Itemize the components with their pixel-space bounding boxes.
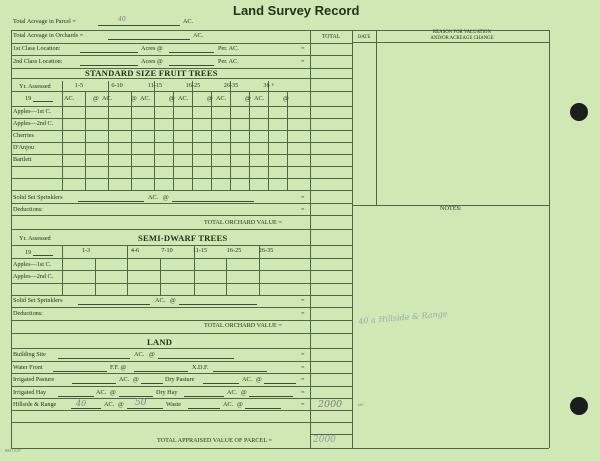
first-class-acres-at: Acres @: [141, 45, 163, 52]
standard-rate-col-2: @: [131, 95, 137, 102]
handwritten-parcel-acres: 40: [118, 16, 126, 23]
building-site-rate-line[interactable]: [158, 358, 234, 359]
standard-rate-col-3: @: [169, 95, 175, 102]
waste-label: Waste: [166, 401, 181, 408]
building-site-ac: AC.: [134, 351, 145, 358]
standard-age-1-5: 1-5: [74, 82, 84, 89]
semi-age-11-15: 11-15: [192, 247, 208, 254]
standard-total-orchard-value: TOTAL ORCHARD VALUE =: [204, 219, 282, 226]
irrigated-hay-at: @: [110, 389, 116, 396]
handwritten-hillside-rate: 50: [135, 398, 147, 408]
standard-rate-col-1: @: [93, 95, 99, 102]
total-column-header: TOTAL: [321, 34, 341, 40]
building-site-acres-line[interactable]: [58, 358, 130, 359]
irrigated-pasture-acres-line[interactable]: [72, 383, 116, 384]
semi-age-16-25: 16-25: [226, 247, 242, 254]
standard-deductions-label: Deductions:: [13, 206, 43, 213]
semi-footer-rule: [11, 295, 352, 296]
standard-age-26-35: 26-35: [223, 82, 239, 89]
handwritten-grand-total: 2000: [313, 435, 336, 445]
standard-ac-col-5: AC.: [216, 95, 227, 102]
irrigated-hay-rate-line[interactable]: [119, 396, 153, 397]
standard-grid-divider: [62, 81, 63, 190]
standard-row-label: Cherries: [13, 132, 34, 139]
semi-sprinklers-eq: =: [301, 297, 305, 304]
water-front-xdf: X.D.F.: [192, 364, 209, 371]
semi-deductions-label: Deductions:: [13, 310, 43, 317]
dry-hay-acres-line[interactable]: [184, 396, 224, 397]
frame-right: [549, 30, 550, 448]
pasture-eq: =: [301, 376, 305, 383]
land-row-rule: [11, 398, 352, 399]
standard-ac-col-4: AC.: [178, 95, 189, 102]
water-front-eq: =: [301, 364, 305, 371]
semi-grid-divider: [62, 245, 63, 295]
top-section-rule: [11, 43, 352, 44]
standard-deductions-eq: =: [301, 206, 305, 213]
standard-rate-col-6: @: [283, 95, 289, 102]
semi-row-label: Apples—1st C.: [13, 261, 52, 268]
semi-footer-rule: [11, 333, 352, 334]
date-column-header: DATE: [357, 35, 371, 40]
handwritten-hillside-total: 2000: [318, 399, 343, 410]
semi-sprinklers-acres-line[interactable]: [78, 304, 150, 305]
standard-ac-col-3: AC.: [140, 95, 151, 102]
standard-age-6-10: 6-10: [111, 82, 123, 89]
irrigated-pasture-ac: AC.: [119, 376, 130, 383]
land-row-rule: [11, 422, 352, 423]
irrigated-pasture-rate-line[interactable]: [141, 383, 163, 384]
column-divider: [226, 258, 227, 295]
handwritten-reason-note: 40 a Hillside & Range: [358, 309, 448, 326]
land-heading: LAND: [147, 337, 173, 347]
water-front-xdf-line[interactable]: [213, 371, 267, 372]
semi-deductions-eq: =: [301, 310, 305, 317]
standard-sprinklers-acres-line[interactable]: [78, 201, 144, 202]
first-class-per-ac: Per. AC.: [218, 45, 239, 52]
standard-year-prefix: 19: [25, 95, 32, 102]
irrigated-pasture-at: @: [133, 376, 139, 383]
hillside-range-label: Hillside & Range: [13, 401, 57, 408]
top-section-rule: [11, 55, 352, 56]
semi-sprinklers-ac: AC.: [155, 297, 166, 304]
standard-row-label: Apples—1st C.: [13, 108, 52, 115]
second-class-eq: =: [301, 58, 305, 65]
standard-ac-col-6: AC.: [254, 95, 265, 102]
water-front-rate-line[interactable]: [134, 371, 188, 372]
standard-row-label: Apples—2nd C.: [13, 120, 54, 127]
dry-pasture-acres-line[interactable]: [203, 383, 239, 384]
column-divider: [230, 81, 231, 190]
water-front-feet-line[interactable]: [53, 371, 107, 372]
semi-year-prefix: 19: [25, 249, 32, 256]
total-acreage-parcel-line[interactable]: [98, 25, 180, 26]
hillside-rate-line[interactable]: [127, 408, 163, 409]
semi-dwarf-heading: SEMI-DWARF TREES: [138, 233, 228, 243]
standard-footer-rule: [11, 229, 352, 230]
land-row-rule: [11, 410, 352, 411]
hillside-at: @: [118, 401, 124, 408]
total-appraised-value-label: TOTAL APPRAISED VALUE OF PARCEL =: [157, 437, 272, 444]
land-row-rule: [11, 386, 352, 387]
standard-footer-rule: [11, 215, 352, 216]
second-class-label: 2nd Class Location:: [13, 58, 63, 65]
semi-age-1-3: 1-3: [81, 247, 91, 254]
semi-sprinklers-at: @: [170, 297, 176, 304]
column-divider: [173, 91, 174, 190]
waste-ac: AC.: [223, 401, 234, 408]
standard-row-label: D'Anjou: [13, 144, 35, 151]
dry-hay-at: @: [241, 389, 247, 396]
standard-age-36+: 36 +: [263, 82, 275, 89]
hillside-ac: AC.: [104, 401, 115, 408]
dry-pasture-ac: AC.: [242, 376, 253, 383]
semi-sprinklers-label: Solid Set Sprinklers: [13, 297, 63, 304]
form-code: SM 13.57: [5, 448, 21, 453]
standard-row-rule: [11, 190, 352, 191]
semi-row-label: Apples—2nd C.: [13, 273, 54, 280]
reason-header-line2: AND/OR ACREAGE CHANGE: [430, 36, 494, 41]
second-class-per-ac: Per. AC.: [218, 58, 239, 65]
irrigated-hay-label: Irrigated Hay: [13, 389, 47, 396]
punch-hole-bottom: [570, 397, 588, 415]
standard-rate-col-5: @: [245, 95, 251, 102]
hillside-acres-line[interactable]: [71, 408, 101, 409]
second-class-acres-at: Acres @: [141, 58, 163, 65]
reason-header-rule: [352, 42, 549, 43]
standard-trees-heading: STANDARD SIZE FRUIT TREES: [85, 68, 218, 78]
semi-age-7-10: 7-10: [161, 247, 173, 254]
handwritten-hillside-acres: 40: [76, 399, 87, 408]
column-divider: [249, 91, 250, 190]
second-class-acres-line[interactable]: [80, 65, 138, 66]
standard-sprinklers-ac: AC.: [148, 194, 159, 201]
punch-hole-top: [570, 103, 588, 121]
standard-age-16-25: 16-25: [185, 82, 201, 89]
first-class-rate-line[interactable]: [169, 52, 214, 53]
standard-sprinklers-label: Solid Set Sprinklers: [13, 194, 63, 201]
total-column-right: [352, 30, 353, 448]
semi-footer-rule: [11, 307, 352, 308]
standard-sprinklers-at: @: [163, 194, 169, 201]
column-divider: [85, 91, 86, 190]
semi-age-26-35: 26-35: [258, 247, 274, 254]
column-divider: [287, 91, 288, 190]
date-column-right: [376, 30, 377, 205]
building-site-at: @: [149, 351, 155, 358]
first-class-eq: =: [301, 45, 305, 52]
building-site-eq: =: [301, 351, 305, 358]
semi-year-line[interactable]: [33, 255, 53, 256]
orchards-ac-unit: AC.: [193, 32, 204, 39]
frame-bottom: [11, 448, 549, 449]
dry-hay-label: Dry Hay: [156, 389, 178, 396]
water-front-label: Water Front: [13, 364, 43, 371]
standard-sprinklers-eq: =: [301, 194, 305, 201]
waste-at: @: [237, 401, 243, 408]
column-divider: [160, 258, 161, 295]
first-class-acres-line[interactable]: [80, 52, 138, 53]
irrigated-hay-acres-line[interactable]: [58, 396, 94, 397]
hay-eq: =: [301, 389, 305, 396]
semi-sprinklers-rate-line[interactable]: [179, 304, 257, 305]
waste-rate-line[interactable]: [245, 408, 281, 409]
hillside-eq: =: [301, 401, 305, 408]
standard-yr-assessed: Yr. Assessed: [19, 83, 51, 90]
semi-total-orchard-value: TOTAL ORCHARD VALUE =: [204, 322, 282, 329]
dry-pasture-label: Dry Pasture: [165, 376, 195, 383]
standard-ac-col-1: AC.: [64, 95, 75, 102]
waste-acres-line[interactable]: [188, 408, 220, 409]
top-section-rule: [11, 78, 352, 79]
column-divider: [268, 81, 269, 190]
form-title: Land Survey Record: [233, 3, 360, 18]
land-row-rule: [11, 373, 352, 374]
semi-yr-assessed: Yr. Assessed: [19, 235, 51, 242]
irrigated-hay-ac: AC.: [96, 389, 107, 396]
land-row-rule: [11, 348, 352, 349]
column-divider: [131, 91, 132, 190]
reason-header-line1: REASON FOR VALUATION: [433, 30, 491, 35]
column-divider: [154, 81, 155, 190]
standard-footer-rule: [11, 203, 352, 204]
second-class-rate-line[interactable]: [169, 65, 214, 66]
first-class-label: 1st Class Location:: [13, 45, 61, 52]
column-divider: [95, 258, 96, 295]
notes-label: NOTES:: [440, 205, 462, 212]
dry-hay-ac: AC.: [227, 389, 238, 396]
total-acreage-orchards-label: Total Acreage in Orchards =: [13, 32, 84, 39]
handwritten-hillside-total-note: ac: [358, 402, 364, 408]
total-acreage-parcel-label: Total Acreage in Parcel =: [13, 18, 76, 25]
water-front-ff: F.F. @: [110, 364, 127, 371]
total-acreage-orchards-line[interactable]: [108, 39, 190, 40]
dry-pasture-at: @: [256, 376, 262, 383]
building-site-label: Building Site: [13, 351, 46, 358]
column-divider: [211, 91, 212, 190]
dry-pasture-rate-line[interactable]: [264, 383, 296, 384]
parcel-ac-unit: AC.: [183, 18, 194, 25]
standard-rate-col-4: @: [207, 95, 213, 102]
standard-row-label: Bartlett: [13, 156, 32, 163]
land-row-rule: [11, 361, 352, 362]
standard-age-11-15: 11-15: [147, 82, 163, 89]
column-divider: [192, 81, 193, 190]
semi-footer-rule: [11, 320, 352, 321]
standard-year-line[interactable]: [33, 101, 53, 102]
irrigated-pasture-label: Irrigated Pasture: [13, 376, 55, 383]
standard-sprinklers-rate-line[interactable]: [172, 201, 254, 202]
dry-hay-rate-line[interactable]: [249, 396, 293, 397]
semi-age-4-6: 4-6: [130, 247, 140, 254]
standard-ac-col-2: AC.: [102, 95, 113, 102]
